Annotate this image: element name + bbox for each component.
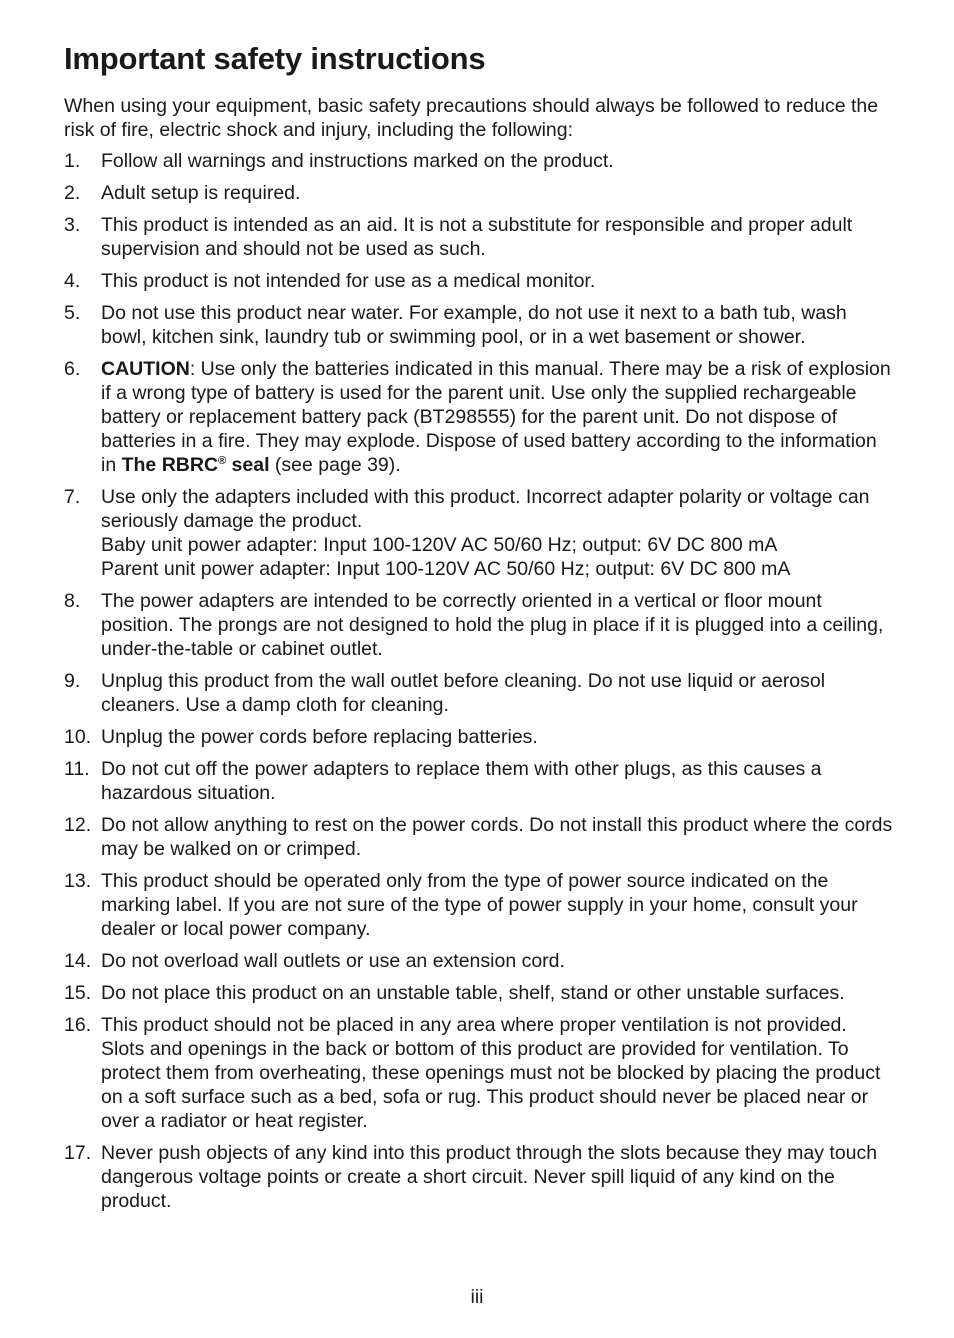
list-item (64, 869, 894, 941)
baby-adapter-spec: Baby unit power adapter: Input 100-120V AC 50/60 Hz; output: 6V DC 800 mA (101, 534, 778, 556)
item-number: 15. (64, 982, 92, 1004)
item-text: Unplug this product from the wall outlet before cleaning. Do not use liquid or aerosol cleaners. Use a damp cloth for cleaning. (101, 670, 826, 716)
list-item (64, 269, 894, 293)
item-text (101, 485, 894, 581)
item-text: Never push objects of any kind into this product through the slots because they may touch dangerous voltage points or create a short circuit. Never spill liquid of any kind on the product. (101, 1142, 878, 1212)
item-text: Follow all warnings and instructions marked on the product. (101, 150, 614, 172)
item-number: 17. (64, 1142, 92, 1164)
item-text: The power adapters are intended to be correctly oriented in a vertical or floor mount position. The prongs are not designed to hold the plug in place if it is plugged into a ceiling, under-the-table or cabinet outlet. (101, 590, 884, 660)
item-number: 12. (64, 814, 92, 836)
item-text: This product is not intended for use as a medical monitor. (101, 270, 596, 292)
item-text: Do not overload wall outlets or use an extension cord. (101, 950, 565, 972)
item-number: 5. (64, 302, 81, 324)
list-item-caution (64, 357, 894, 477)
item-text: Do not place this product on an unstable table, shelf, stand or other unstable surfaces. (101, 982, 845, 1004)
registered-mark: ® (218, 455, 227, 467)
page-title: Important safety instructions (64, 41, 486, 76)
item-text: This product should not be placed in any area where proper ventilation is not provided. Slots and openings in the back or bottom of this product are provided for ventilation. To protect them from overheating, these openings must not be blocked by placing the product on a soft surface such as a bed, sofa or rug. This product should never be placed near or over a radiator or heat register. (101, 1014, 881, 1132)
item-text: Do not cut off the power adapters to replace them with other plugs, as this causes a hazardous situation. (101, 758, 822, 804)
caution-label: CAUTION (101, 358, 190, 380)
item-number: 6. (64, 358, 81, 380)
item-text (101, 357, 894, 477)
item-number: 8. (64, 590, 81, 612)
caution-text: : Use only the batteries indicated in this manual. There may be a risk of explosion if a wrong type of battery is used for the parent unit. Use only the supplied rechargeable battery or replacement battery pack (BT298555) for the parent unit. Do not dispose of batteries in a fire. They may explode. Dispose of used battery according to the information in (101, 358, 891, 476)
list-item (64, 181, 894, 205)
list-item (64, 213, 894, 261)
list-item (64, 981, 894, 1005)
list-item (64, 1141, 894, 1213)
item-number: 16. (64, 1014, 92, 1036)
item-number: 9. (64, 670, 81, 692)
item-text: Do not use this product near water. For example, do not use it next to a bath tub, wash bowl, kitchen sink, laundry tub or swimming pool, or in a wet basement or shower. (101, 302, 847, 348)
item-number: 13. (64, 870, 92, 892)
safety-page (64, 40, 894, 1221)
item-text: This product should be operated only from the type of power source indicated on the marking label. If you are not sure of the type of power supply in your home, consult your dealer or local power company. (101, 870, 858, 940)
list-item (64, 301, 894, 349)
item-number: 11. (64, 758, 90, 780)
list-item (64, 949, 894, 973)
rbrc-reference: The RBRC (121, 454, 219, 476)
item-text: Unplug the power cords before replacing batteries. (101, 726, 538, 748)
parent-adapter-spec: Parent unit power adapter: Input 100-120V AC 50/60 Hz; output: 6V DC 800 mA (101, 558, 791, 580)
safety-list (64, 149, 894, 1213)
item-text: Adult setup is required. (101, 182, 301, 204)
list-item (64, 1013, 894, 1133)
rbrc-seal-label: seal (226, 454, 270, 476)
item-text: Do not allow anything to rest on the power cords. Do not install this product where the cords may be walked on or crimped. (101, 814, 893, 860)
list-item (64, 669, 894, 717)
item-number: 7. (64, 486, 81, 508)
list-item (64, 757, 894, 805)
list-item-adapters (64, 485, 894, 581)
list-item (64, 589, 894, 661)
list-item (64, 813, 894, 861)
page-reference: (see page 39). (269, 454, 401, 476)
item-number: 3. (64, 214, 81, 236)
adapter-warning: Use only the adapters included with this product. Incorrect adapter polarity or voltage can seriously damage the product. (101, 486, 870, 532)
list-item (64, 725, 894, 749)
item-number: 4. (64, 270, 81, 292)
item-number: 2. (64, 182, 81, 204)
intro-paragraph: When using your equipment, basic safety precautions should always be followed to reduce the risk of fire, electric shock and injury, including the following: (64, 95, 879, 141)
item-text: This product is intended as an aid. It is not a substitute for responsible and proper adult supervision and should not be used as such. (101, 214, 853, 260)
item-number: 1. (64, 150, 81, 172)
item-number: 14. (64, 950, 92, 972)
item-number: 10. (64, 726, 92, 748)
list-item (64, 149, 894, 173)
page-number: iii (470, 1286, 484, 1308)
